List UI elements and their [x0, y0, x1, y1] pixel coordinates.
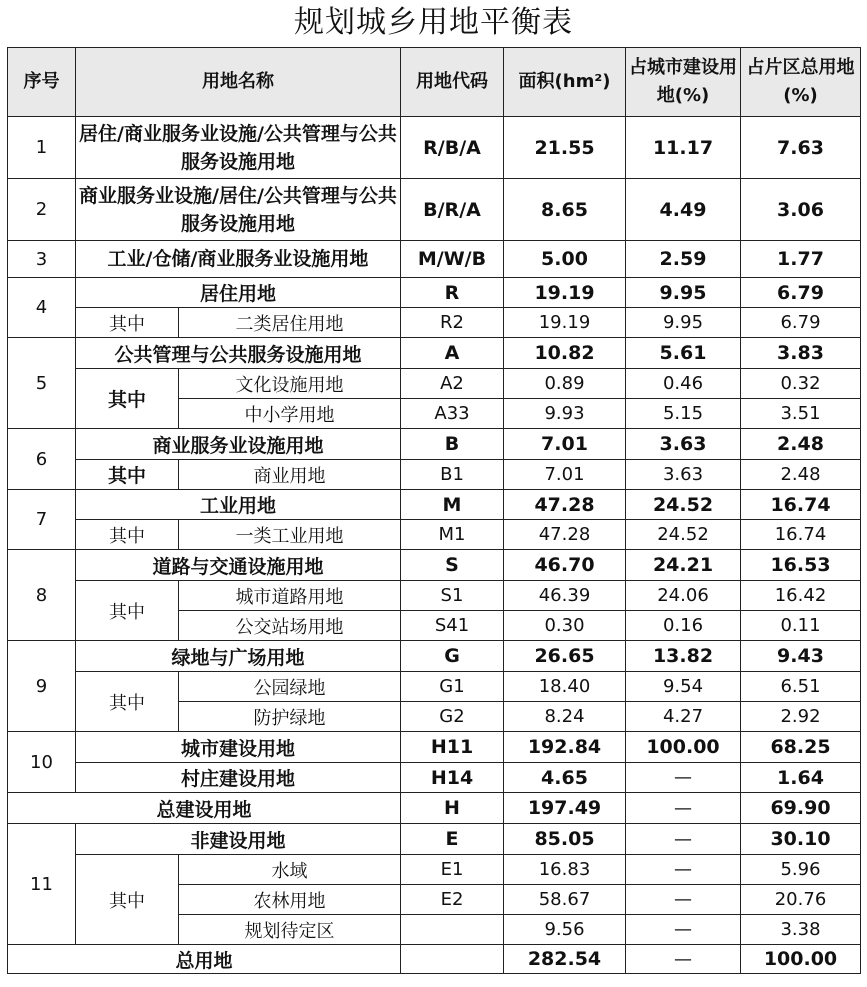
row-area: 47.28 [504, 490, 626, 520]
row-code: M/W/B [401, 241, 504, 278]
row-pct-build: — [626, 855, 741, 885]
row-pct-build: 24.21 [626, 550, 741, 581]
row-pct-total: 16.42 [741, 581, 861, 611]
row-pct-build: 0.46 [626, 369, 741, 399]
table-row [8, 581, 861, 611]
row-code: B/R/A [401, 179, 504, 241]
row-name: 中小学用地 [179, 399, 401, 429]
row-code: H14 [401, 763, 504, 793]
table-row [8, 429, 861, 460]
page-title: 规划城乡用地平衡表 [294, 5, 573, 40]
table-row [8, 179, 861, 241]
row-code: H11 [401, 732, 504, 763]
header-seq: 序号 [8, 48, 76, 117]
row-code: E2 [401, 885, 504, 915]
row-pct-build: 24.52 [626, 490, 741, 520]
header-pct-total: 占片区总用地(%) [741, 48, 861, 117]
header-code: 用地代码 [401, 48, 504, 117]
row-pct-total: 0.11 [741, 611, 861, 641]
row-pct-total: 68.25 [741, 732, 861, 763]
row-pct-build: 2.59 [626, 241, 741, 278]
row-pct-build: — [626, 885, 741, 915]
row-code [401, 945, 504, 974]
row-seq: 8 [8, 550, 76, 641]
row-code: E1 [401, 855, 504, 885]
row-pct-build: 3.63 [626, 460, 741, 490]
row-seq: 5 [8, 338, 76, 429]
row-pct-total: 5.96 [741, 855, 861, 885]
row-area: 192.84 [504, 732, 626, 763]
row-seq: 10 [8, 732, 76, 793]
row-name: 城市建设用地 [76, 732, 401, 763]
row-name: 公交站场用地 [179, 611, 401, 641]
row-pct-build: 5.15 [626, 399, 741, 429]
row-sub-label: 其中 [76, 460, 179, 490]
row-sub-label: 其中 [76, 520, 179, 550]
row-name: 商业服务业设施/居住/公共管理与公共服务设施用地 [76, 179, 401, 241]
row-code: B1 [401, 460, 504, 490]
table-row [8, 672, 861, 702]
row-area: 85.05 [504, 824, 626, 855]
row-name: 总建设用地 [8, 793, 401, 824]
row-code: B [401, 429, 504, 460]
row-code: R/B/A [401, 117, 504, 179]
row-pct-build: 13.82 [626, 641, 741, 672]
row-pct-build: — [626, 763, 741, 793]
row-pct-build: 4.49 [626, 179, 741, 241]
row-area: 10.82 [504, 338, 626, 369]
row-area: 0.89 [504, 369, 626, 399]
table-row [8, 369, 861, 399]
row-area: 16.83 [504, 855, 626, 885]
row-name: 居住用地 [76, 278, 401, 308]
row-name: 公共管理与公共服务设施用地 [76, 338, 401, 369]
table-row [8, 520, 861, 550]
row-area: 8.24 [504, 702, 626, 732]
row-name: 防护绿地 [179, 702, 401, 732]
row-seq: 4 [8, 278, 76, 338]
row-name: 公园绿地 [179, 672, 401, 702]
row-code: G [401, 641, 504, 672]
row-pct-total: 2.92 [741, 702, 861, 732]
row-area: 46.70 [504, 550, 626, 581]
row-pct-build: — [626, 824, 741, 855]
row-pct-total: 20.76 [741, 885, 861, 915]
row-pct-total: 3.83 [741, 338, 861, 369]
row-pct-build: 100.00 [626, 732, 741, 763]
row-name: 绿地与广场用地 [76, 641, 401, 672]
row-name: 二类居住用地 [179, 308, 401, 338]
table-row [8, 460, 861, 490]
row-code: S [401, 550, 504, 581]
row-pct-total: 16.53 [741, 550, 861, 581]
row-pct-total: 16.74 [741, 490, 861, 520]
table-row [8, 241, 861, 278]
row-pct-build: 9.95 [626, 278, 741, 308]
row-pct-total: 100.00 [741, 945, 861, 974]
row-name: 一类工业用地 [179, 520, 401, 550]
table-row [8, 855, 861, 885]
row-pct-total: 9.43 [741, 641, 861, 672]
row-code: A2 [401, 369, 504, 399]
header-area: 面积(hm²) [504, 48, 626, 117]
row-name: 非建设用地 [76, 824, 401, 855]
table-row [8, 732, 861, 763]
row-name: 道路与交通设施用地 [76, 550, 401, 581]
row-pct-build: 9.95 [626, 308, 741, 338]
row-name: 居住/商业服务业设施/公共管理与公共服务设施用地 [76, 117, 401, 179]
row-area: 9.93 [504, 399, 626, 429]
row-pct-build: 3.63 [626, 429, 741, 460]
row-pct-build: 24.52 [626, 520, 741, 550]
row-area: 26.65 [504, 641, 626, 672]
row-pct-total: 69.90 [741, 793, 861, 824]
row-name: 商业服务业设施用地 [76, 429, 401, 460]
row-area: 197.49 [504, 793, 626, 824]
row-seq: 3 [8, 241, 76, 278]
row-pct-total: 7.63 [741, 117, 861, 179]
row-code: H [401, 793, 504, 824]
row-pct-build: 24.06 [626, 581, 741, 611]
row-pct-total: 6.79 [741, 278, 861, 308]
row-area: 19.19 [504, 308, 626, 338]
row-code: A33 [401, 399, 504, 429]
table-row [8, 308, 861, 338]
row-area: 47.28 [504, 520, 626, 550]
table-row [8, 945, 861, 974]
row-code: R [401, 278, 504, 308]
row-area: 282.54 [504, 945, 626, 974]
row-pct-total: 1.64 [741, 763, 861, 793]
row-area: 7.01 [504, 460, 626, 490]
header-row [8, 48, 861, 117]
row-code [401, 915, 504, 945]
row-name: 文化设施用地 [179, 369, 401, 399]
table-row [8, 550, 861, 581]
row-pct-total: 3.06 [741, 179, 861, 241]
row-pct-total: 3.51 [741, 399, 861, 429]
table-row [8, 641, 861, 672]
row-code: G1 [401, 672, 504, 702]
row-seq: 9 [8, 641, 76, 732]
row-name: 村庄建设用地 [76, 763, 401, 793]
row-pct-build: 0.16 [626, 611, 741, 641]
row-sub-label: 其中 [76, 308, 179, 338]
row-code: G2 [401, 702, 504, 732]
row-area: 5.00 [504, 241, 626, 278]
row-name: 规划待定区 [179, 915, 401, 945]
row-code: M1 [401, 520, 504, 550]
row-seq: 1 [8, 117, 76, 179]
row-pct-total: 0.32 [741, 369, 861, 399]
row-name: 总用地 [8, 945, 401, 974]
row-name: 工业/仓储/商业服务业设施用地 [76, 241, 401, 278]
row-pct-total: 6.51 [741, 672, 861, 702]
row-seq: 2 [8, 179, 76, 241]
row-pct-total: 2.48 [741, 429, 861, 460]
row-name: 商业用地 [179, 460, 401, 490]
row-sub-label: 其中 [76, 855, 179, 945]
row-pct-build: — [626, 793, 741, 824]
row-pct-total: 16.74 [741, 520, 861, 550]
table-row [8, 117, 861, 179]
row-code: E [401, 824, 504, 855]
land-use-balance-table [7, 47, 861, 974]
row-seq: 6 [8, 429, 76, 490]
row-pct-build: — [626, 915, 741, 945]
row-pct-build: 4.27 [626, 702, 741, 732]
row-area: 4.65 [504, 763, 626, 793]
row-area: 19.19 [504, 278, 626, 308]
table-row [8, 793, 861, 824]
row-name: 农林用地 [179, 885, 401, 915]
row-name: 城市道路用地 [179, 581, 401, 611]
row-sub-label: 其中 [76, 672, 179, 732]
row-area: 18.40 [504, 672, 626, 702]
row-name: 水域 [179, 855, 401, 885]
row-seq: 7 [8, 490, 76, 550]
row-code: A [401, 338, 504, 369]
row-code: S41 [401, 611, 504, 641]
table-row [8, 824, 861, 855]
row-pct-build: 11.17 [626, 117, 741, 179]
row-pct-build: 9.54 [626, 672, 741, 702]
row-code: S1 [401, 581, 504, 611]
row-pct-total: 6.79 [741, 308, 861, 338]
row-area: 0.30 [504, 611, 626, 641]
row-code: R2 [401, 308, 504, 338]
row-pct-build: 5.61 [626, 338, 741, 369]
row-sub-label: 其中 [76, 581, 179, 641]
row-sub-label: 其中 [76, 369, 179, 429]
row-code: M [401, 490, 504, 520]
row-area: 9.56 [504, 915, 626, 945]
header-name: 用地名称 [76, 48, 401, 117]
row-pct-total: 1.77 [741, 241, 861, 278]
row-area: 58.67 [504, 885, 626, 915]
table-row [8, 763, 861, 793]
row-pct-total: 3.38 [741, 915, 861, 945]
row-name: 工业用地 [76, 490, 401, 520]
table-row [8, 490, 861, 520]
row-pct-total: 2.48 [741, 460, 861, 490]
header-pct-build: 占城市建设用地(%) [626, 48, 741, 117]
row-area: 8.65 [504, 179, 626, 241]
row-seq: 11 [8, 824, 76, 945]
row-pct-build: — [626, 945, 741, 974]
table-row [8, 278, 861, 308]
table-row [8, 338, 861, 369]
row-area: 46.39 [504, 581, 626, 611]
row-area: 21.55 [504, 117, 626, 179]
row-area: 7.01 [504, 429, 626, 460]
row-pct-total: 30.10 [741, 824, 861, 855]
